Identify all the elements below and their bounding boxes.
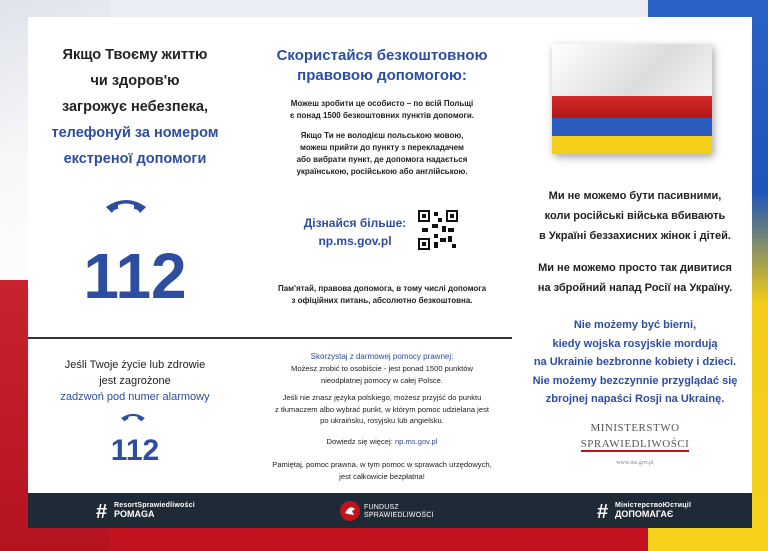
ministry-url: www.ms.gov.pl bbox=[616, 460, 654, 466]
more-link-pl[interactable]: np.ms.gov.pl bbox=[394, 437, 438, 446]
text-line: z tłumaczem albo wybrać punkt, w którym pomoc udzielana jest bbox=[275, 404, 489, 414]
left-uk-line: Якщо Твоєму життю bbox=[62, 47, 208, 63]
text-line: Ми не можемо просто так дивитися bbox=[538, 262, 732, 274]
middle-pl-more bbox=[250, 436, 514, 448]
text-line: українською, російською або англійською. bbox=[296, 167, 468, 176]
hashtag-icon: # bbox=[96, 501, 108, 523]
text-line: можеш прийти до пункту з перекладачем bbox=[300, 143, 464, 152]
footer-right-big: ДОПОМАГАЄ bbox=[615, 509, 674, 519]
middle-uk-p2 bbox=[262, 130, 502, 178]
text-line: в Україні беззахисних жінок і дітей. bbox=[539, 230, 731, 242]
divider-line bbox=[28, 337, 512, 339]
qr-code-icon[interactable] bbox=[418, 210, 458, 250]
text-line: Можеш зробити це особисто – по всій Польщі bbox=[290, 99, 474, 108]
middle-uk-title-line: Скористайся безкоштовною bbox=[276, 47, 488, 64]
text-line: Możesz zrobić to osobiście - jest ponad 1500 punktów bbox=[291, 364, 473, 373]
footer-left-big: POMAGA bbox=[114, 509, 155, 519]
text-line: na Ukrainie bezbronne kobiety i dzieci. bbox=[533, 356, 737, 368]
phone-icon bbox=[104, 197, 148, 227]
footer-left-small: ResortSprawiedliwości bbox=[114, 502, 195, 509]
text-line: є понад 1500 безкоштовних пунктів допомоги. bbox=[290, 111, 474, 120]
text-line: po ukraińsku, rosyjsku lub angielsku. bbox=[320, 416, 444, 425]
left-uk-blue-line: телефонуй за номером bbox=[51, 125, 219, 141]
middle-uk-title bbox=[262, 46, 502, 86]
middle-pl-p2 bbox=[250, 392, 514, 427]
middle-uk-more bbox=[300, 214, 410, 250]
phone-icon-small bbox=[120, 412, 146, 430]
left-uk-line: чи здоров'ю bbox=[90, 73, 180, 89]
right-uk-p2 bbox=[530, 258, 740, 298]
middle-uk-title-line: правовою допомогою: bbox=[297, 67, 467, 84]
text-line: nieodpłatnej pomocy w całej Polsce. bbox=[321, 375, 443, 385]
text-line: Jeśli nie znasz języka polskiego, możesz przyjść do punktu bbox=[282, 393, 482, 402]
middle-uk-p1 bbox=[262, 98, 502, 122]
right-pl-text bbox=[530, 316, 740, 409]
footer-center-small: FUNDUSZ bbox=[364, 504, 399, 511]
left-uk-intro bbox=[40, 42, 230, 172]
ministry-line1: MINISTERSTWO bbox=[590, 422, 680, 434]
emergency-number-small: 112 bbox=[110, 434, 160, 467]
footer-center-small2: SPRAWIEDLIWOŚCI bbox=[364, 512, 434, 519]
text-line: zbrojnej napaści Rosji na Ukrainę. bbox=[545, 393, 725, 405]
left-pl-line: Jeśli Twoje życie lub zdrowie bbox=[64, 359, 206, 371]
ministry-logo bbox=[565, 422, 705, 466]
emergency-number-big: 112 bbox=[83, 240, 187, 312]
more-link[interactable]: np.ms.gov.pl bbox=[318, 234, 392, 248]
text-line: Nie możemy bezczynnie przyglądać się bbox=[532, 374, 738, 387]
right-uk-p1 bbox=[530, 186, 740, 246]
text-line: Якщо Ти не володієш польською мовою, bbox=[300, 131, 464, 140]
text-line: Pamiętaj, pomoc prawna, w tym pomoc w sprawach urzędowych, bbox=[272, 460, 492, 469]
left-pl-intro bbox=[40, 357, 230, 405]
middle-pl-p1 bbox=[250, 363, 514, 386]
more-label-pl: Dowiedz się więcej: bbox=[326, 437, 393, 446]
left-pl-line: jest zagrożone bbox=[99, 375, 171, 387]
left-uk-blue-line: екстреної допомоги bbox=[63, 151, 207, 167]
text-line: Ми не можемо бути пасивними, bbox=[548, 190, 722, 202]
text-line: jest całkowicie bezpłatna! bbox=[339, 471, 425, 481]
text-line: Nie możemy być bierni, bbox=[573, 319, 697, 331]
ministry-line2: SPRAWIEDLIWOŚCI bbox=[580, 438, 690, 450]
eagle-icon bbox=[340, 501, 360, 521]
middle-pl-p3 bbox=[250, 459, 514, 482]
left-uk-line: загрожує небезпека, bbox=[61, 99, 209, 115]
more-label: Дізнайся більше: bbox=[303, 216, 407, 230]
text-line: Пам'ятай, правова допомога, в тому числі допомога bbox=[277, 284, 487, 293]
text-line: або вибрати пункт, де допомога надається bbox=[296, 155, 468, 164]
middle-uk-p3 bbox=[262, 283, 502, 307]
footer-right-small: МіністерствоЮстиції bbox=[615, 502, 692, 509]
hashtag-icon: # bbox=[597, 501, 609, 523]
flags-image bbox=[552, 44, 712, 154]
text-line: з офіційних питань, абсолютно безкоштовна. bbox=[291, 296, 473, 305]
text-line: kiedy wojska rosyjskie mordują bbox=[552, 337, 718, 350]
middle-pl-title: Skorzystaj z darmowej pomocy prawnej: bbox=[310, 352, 454, 361]
text-line: коли російські війська вбивають bbox=[544, 210, 726, 222]
text-line: на збройний напад Росії на Україну. bbox=[537, 282, 733, 294]
left-pl-blue-line: zadzwoń pod numer alarmowy bbox=[60, 391, 210, 403]
